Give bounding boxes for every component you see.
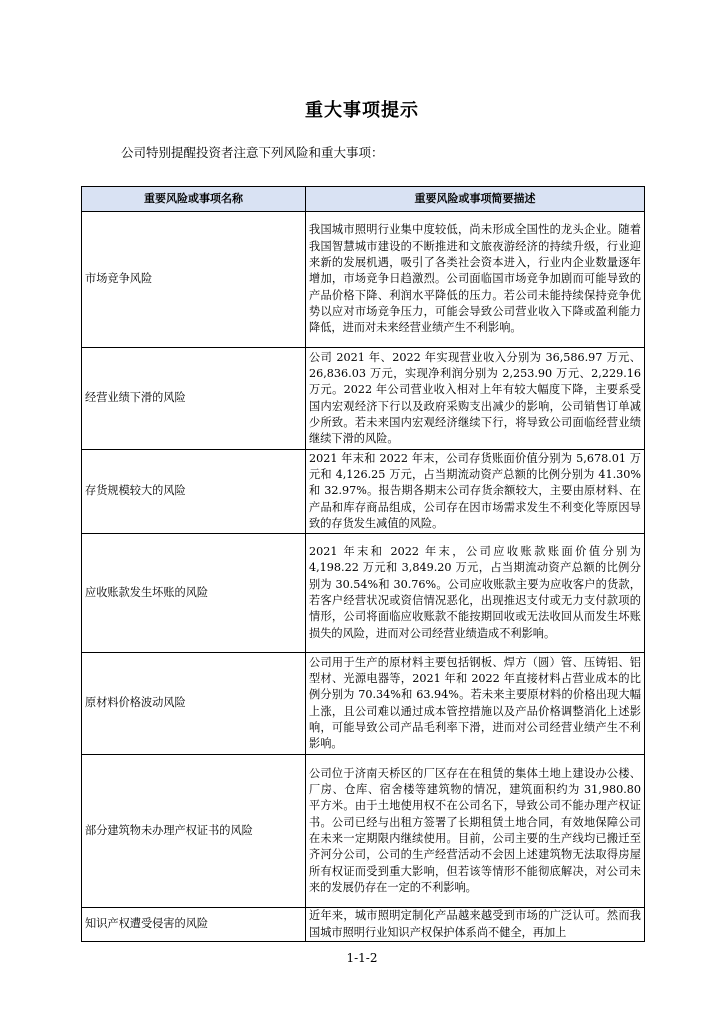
risk-description: 2021 年末和 2022 年末，公司应收账款账面价值分别为 4,198.22 万元和 3,849.20 万元，占当期流动资产总额的比例分别为 30.54%和 30.76%。公司应收账款主要为应收客户的货款，若客户经营状况或资信情况恶化，出现推迟支付或无力支付款项的情形，公司将面临应收账款不能按期回收或无法收回从而发生坏账损失的风险，进而对公司经营业绩造成不利影响。 <box>306 534 645 653</box>
risk-name: 知识产权遭受侵害的风险 <box>82 908 306 942</box>
risk-description: 近年来，城市照明定制化产品越来越受到市场的广泛认可。然而我国城市照明行业知识产权保护体系尚不健全，再加上 <box>306 908 645 942</box>
table-header-row <box>82 187 645 212</box>
risk-description: 2021 年末和 2022 年末，公司存货账面价值分别为 5,678.01 万元和 4,126.25 万元，占当期流动资产总额的比例分别为 41.30%和 32.97%。报告期各期末公司存货余额较大，主要由原材料、在产品和库存商品组成，公司存在因市场需求发生不利变化等原因导致的存货发生减值的风险。 <box>306 450 645 534</box>
risk-name: 存货规模较大的风险 <box>82 450 306 534</box>
risk-name: 应收账款发生坏账的风险 <box>82 534 306 653</box>
table-row <box>82 534 645 653</box>
header-risk-description: 重要风险或事项简要描述 <box>306 187 645 212</box>
table-row <box>82 755 645 908</box>
risk-name: 部分建筑物未办理产权证书的风险 <box>82 755 306 908</box>
risk-description: 我国城市照明行业集中度较低，尚未形成全国性的龙头企业。随着我国智慧城市建设的不断推进和文旅夜游经济的持续升级，行业迎来新的发展机遇，吸引了各类社会资本进入，行业内企业数量逐年增加，市场竞争日趋激烈。公司面临国市场竞争加剧而可能导致的产品价格下降、利润水平降低的压力。若公司未能持续保持竞争优势以应对市场竞争压力，可能会导致公司营业收入下降或盈利能力降低，进而对未来经营业绩产生不利影响。 <box>306 212 645 348</box>
table-row <box>82 450 645 534</box>
table-row <box>82 908 645 942</box>
risk-name: 市场竞争风险 <box>82 212 306 348</box>
risk-name: 经营业绩下滑的风险 <box>82 348 306 450</box>
table-row <box>82 653 645 755</box>
risk-description: 公司用于生产的原材料主要包括钢板、焊方（圆）管、压铸铝、铝型材、光源电器等，2021 年和 2022 年直接材料占营业成本的比例分别为 70.34%和 63.94%。若未来主要原材料的价格出现大幅上涨，且公司难以通过成本管控措施以及产品价格调整消化上述影响，可能导致公司产品毛利率下滑，进而对公司经营业绩产生不利影响。 <box>306 653 645 755</box>
risk-table <box>81 186 645 942</box>
risk-description: 公司位于济南天桥区的厂区存在在租赁的集体土地上建设办公楼、厂房、仓库、宿舍楼等建筑物的情况，建筑面积约为 31,980.80 平方米。由于土地使用权不在公司名下，导致公司不能办理产权证书。公司已经与出租方签署了长期租赁土地合同，有效地保障公司在未来一定期限内继续使用。目前，公司主要的生产线均已搬迁至齐河分公司，公司的生产经营活动不会因上述建筑物无法取得房屋所有权证而受到重大影响，但若该等情形不能彻底解决，对公司未来的发展仍存在一定的不利影响。 <box>306 755 645 908</box>
page-title: 重大事项提示 <box>305 100 419 121</box>
table-row <box>82 212 645 348</box>
page-number: 1-1-2 <box>346 951 378 965</box>
risk-name: 原材料价格波动风险 <box>82 653 306 755</box>
risk-description: 公司 2021 年、2022 年实现营业收入分别为 36,586.97 万元、26,836.03 万元，实现净利润分别为 2,253.90 万元、2,229.16 万元。2022 年公司营业收入相对上年有较大幅度下降，主要系受国内宏观经济下行以及政府采购支出减少的影响，公司销售订单减少所致。若未来国内宏观经济继续下行，将导致公司面临经营业绩继续下滑的风险。 <box>306 348 645 450</box>
header-risk-name: 重要风险或事项名称 <box>82 187 306 212</box>
table-row <box>82 348 645 450</box>
intro-text: 公司特别提醒投资者注意下列风险和重大事项： <box>121 145 384 160</box>
